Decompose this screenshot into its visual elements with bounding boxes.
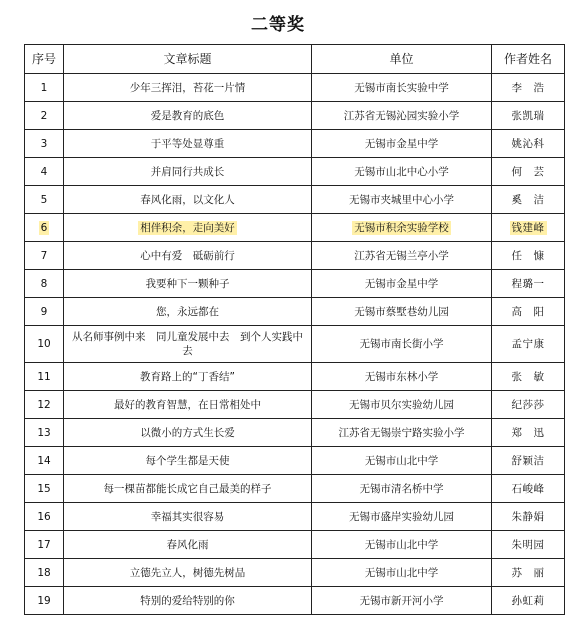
row-number: 13 <box>37 426 51 439</box>
article-title-cell <box>64 186 312 214</box>
table-row <box>25 130 565 158</box>
author-name-cell <box>492 531 565 559</box>
article-title: 以微小的方式生长爱 <box>140 426 235 439</box>
article-title: 从名师事例中来 同儿童发展中去 到个人实践中去 <box>72 331 303 357</box>
article-title: 每个学生都是天使 <box>145 454 230 467</box>
row-number: 7 <box>40 249 48 262</box>
author-name: 姚沁科 <box>511 137 545 150</box>
table-row <box>25 214 565 242</box>
row-number: 5 <box>40 193 48 206</box>
article-title-cell <box>64 363 312 391</box>
award-table <box>24 44 565 615</box>
row-number-cell <box>25 158 64 186</box>
article-title: 春风化雨 <box>166 538 209 551</box>
author-name-cell <box>492 214 565 242</box>
row-number: 11 <box>37 370 51 383</box>
row-number: 17 <box>37 538 51 551</box>
table-row <box>25 391 565 419</box>
row-number-cell <box>25 102 64 130</box>
article-title: 爱是教育的底色 <box>150 109 225 122</box>
article-title-cell <box>64 503 312 531</box>
school-unit: 无锡市山北中学 <box>364 538 439 551</box>
school-unit-cell <box>312 363 492 391</box>
article-title-cell <box>64 475 312 503</box>
article-title: 并肩同行共成长 <box>150 165 225 178</box>
row-number: 1 <box>40 81 48 94</box>
author-name-cell <box>492 587 565 615</box>
school-unit-cell <box>312 419 492 447</box>
table-row <box>25 447 565 475</box>
article-title-cell <box>64 270 312 298</box>
row-number: 18 <box>37 566 51 579</box>
table-header-row <box>25 45 565 74</box>
row-number-cell <box>25 475 64 503</box>
row-number-cell <box>25 242 64 270</box>
row-number: 19 <box>37 594 51 607</box>
school-unit: 无锡市清名桥中学 <box>359 482 444 495</box>
school-unit-cell <box>312 503 492 531</box>
author-name-cell <box>492 186 565 214</box>
row-number-cell <box>25 391 64 419</box>
school-unit-cell <box>312 74 492 102</box>
author-name: 苏 丽 <box>511 566 545 579</box>
school-unit: 江苏省无锡沁园实验小学 <box>343 109 460 122</box>
table-row <box>25 363 565 391</box>
school-unit: 无锡市夹城里中心小学 <box>349 193 454 206</box>
author-name-cell <box>492 74 565 102</box>
article-title-cell <box>64 419 312 447</box>
school-unit-cell <box>312 102 492 130</box>
school-unit-cell <box>312 559 492 587</box>
author-name: 张凯瑞 <box>511 109 545 122</box>
row-number-cell <box>25 130 64 158</box>
author-name: 高 阳 <box>511 305 545 318</box>
column-header-unit: 单位 <box>312 45 492 74</box>
table-row <box>25 475 565 503</box>
table-row <box>25 531 565 559</box>
article-title-cell <box>64 326 312 363</box>
school-unit-cell <box>312 447 492 475</box>
row-number-cell <box>25 503 64 531</box>
school-unit: 无锡市金星中学 <box>364 137 439 150</box>
table-row <box>25 419 565 447</box>
article-title: 于平等处显尊重 <box>150 137 225 150</box>
page-title: 二等奖 <box>251 15 305 35</box>
table-row <box>25 102 565 130</box>
article-title-cell <box>64 158 312 186</box>
row-number-cell <box>25 298 64 326</box>
author-name: 朱静娟 <box>511 510 545 523</box>
article-title: 每一棵苗都能长成它自己最美的样子 <box>103 482 272 495</box>
article-title: 最好的教育智慧，在日常相处中 <box>114 398 261 411</box>
author-name-cell <box>492 270 565 298</box>
school-unit: 无锡市山北中学 <box>364 454 439 467</box>
article-title-cell <box>64 130 312 158</box>
row-number-cell <box>25 186 64 214</box>
row-number-cell <box>25 214 64 242</box>
author-name: 石峻峰 <box>511 482 545 495</box>
column-header-title: 文章标题 <box>64 45 312 74</box>
article-title: 您，永远都在 <box>156 305 219 318</box>
author-name: 何 芸 <box>511 165 545 178</box>
row-number-cell <box>25 74 64 102</box>
school-unit-cell <box>312 130 492 158</box>
row-number: 8 <box>40 277 48 290</box>
article-title: 心中有爱 砥砺前行 <box>140 249 235 262</box>
row-number-cell <box>25 587 64 615</box>
author-name-cell <box>492 130 565 158</box>
school-unit-cell <box>312 242 492 270</box>
author-name: 舒颖洁 <box>511 454 545 467</box>
author-name-cell <box>492 419 565 447</box>
school-unit: 无锡市南长街小学 <box>359 338 444 350</box>
author-name: 朱明园 <box>511 538 545 551</box>
author-name: 李 浩 <box>511 81 545 94</box>
article-title: 立德先立人，树德先树品 <box>129 566 246 579</box>
row-number: 12 <box>37 398 51 411</box>
author-name: 程璐一 <box>511 277 545 290</box>
author-name: 奚 洁 <box>511 193 545 206</box>
row-number-cell <box>25 363 64 391</box>
row-number-cell <box>25 270 64 298</box>
table-row <box>25 326 565 363</box>
table-row <box>25 559 565 587</box>
author-name: 孟宁康 <box>511 338 545 350</box>
school-unit: 江苏省无锡崇宁路实验小学 <box>338 426 465 439</box>
row-number: 3 <box>40 137 48 150</box>
table-row <box>25 186 565 214</box>
school-unit-cell <box>312 475 492 503</box>
row-number-cell <box>25 326 64 363</box>
article-title-cell <box>64 559 312 587</box>
column-header-author: 作者姓名 <box>492 45 565 74</box>
school-unit: 无锡市山北中心小学 <box>354 165 449 178</box>
author-name-cell <box>492 503 565 531</box>
school-unit-cell <box>312 186 492 214</box>
row-number-cell <box>25 531 64 559</box>
row-number: 16 <box>37 510 51 523</box>
row-number-cell <box>25 559 64 587</box>
author-name-cell <box>492 363 565 391</box>
table-row <box>25 74 565 102</box>
school-unit-cell <box>312 298 492 326</box>
author-name-cell <box>492 326 565 363</box>
author-name: 郑 迅 <box>511 426 545 439</box>
table-row <box>25 242 565 270</box>
article-title: 春风化雨，以文化人 <box>140 193 235 206</box>
school-unit: 无锡市贝尔实验幼儿园 <box>349 398 454 411</box>
article-title: 我要种下一颗种子 <box>145 277 230 290</box>
article-title-cell <box>64 214 312 242</box>
school-unit: 无锡市蔡墅巷幼儿园 <box>354 305 449 318</box>
table-body <box>25 74 565 615</box>
article-title-cell <box>64 531 312 559</box>
author-name: 张 敏 <box>511 370 545 383</box>
school-unit-cell <box>312 391 492 419</box>
row-number: 6 <box>40 221 48 234</box>
article-title-cell <box>64 74 312 102</box>
author-name: 任 慷 <box>511 249 545 262</box>
row-number: 9 <box>40 305 48 318</box>
author-name-cell <box>492 559 565 587</box>
row-number: 15 <box>37 482 51 495</box>
school-unit: 无锡市金星中学 <box>364 277 439 290</box>
school-unit-cell <box>312 326 492 363</box>
school-unit: 无锡市南长实验中学 <box>354 81 449 94</box>
school-unit-cell <box>312 270 492 298</box>
school-unit-cell <box>312 587 492 615</box>
school-unit: 无锡市积余实验学校 <box>354 221 449 234</box>
row-number: 10 <box>37 338 51 350</box>
article-title: 少年三挥泪，苔花一片情 <box>129 81 246 94</box>
row-number-cell <box>25 447 64 475</box>
school-unit-cell <box>312 531 492 559</box>
column-header-no: 序号 <box>25 45 64 74</box>
article-title-cell <box>64 298 312 326</box>
school-unit: 无锡市山北中学 <box>364 566 439 579</box>
table-row <box>25 503 565 531</box>
author-name: 纪莎莎 <box>511 398 545 411</box>
article-title: 特别的爱给特别的你 <box>140 594 235 607</box>
table-row <box>25 270 565 298</box>
article-title: 相伴积余，走向美好 <box>140 221 235 234</box>
author-name-cell <box>492 242 565 270</box>
article-title-cell <box>64 242 312 270</box>
article-title-cell <box>64 391 312 419</box>
row-number: 4 <box>40 165 48 178</box>
table-row <box>25 298 565 326</box>
school-unit: 无锡市新开河小学 <box>359 594 444 607</box>
article-title-cell <box>64 447 312 475</box>
school-unit: 无锡市盛岸实验幼儿园 <box>349 510 454 523</box>
row-number: 14 <box>37 454 51 467</box>
school-unit-cell <box>312 158 492 186</box>
author-name: 钱建峰 <box>511 221 545 234</box>
school-unit: 无锡市东林小学 <box>364 370 439 383</box>
table-row <box>25 158 565 186</box>
author-name-cell <box>492 447 565 475</box>
author-name-cell <box>492 298 565 326</box>
school-unit-cell <box>312 214 492 242</box>
author-name-cell <box>492 475 565 503</box>
author-name-cell <box>492 158 565 186</box>
table-row <box>25 587 565 615</box>
article-title-cell <box>64 587 312 615</box>
author-name-cell <box>492 102 565 130</box>
row-number: 2 <box>40 109 48 122</box>
article-title-cell <box>64 102 312 130</box>
article-title: 教育路上的“丁香结” <box>140 370 235 383</box>
author-name: 孙虹莉 <box>511 594 545 607</box>
author-name-cell <box>492 391 565 419</box>
school-unit: 江苏省无锡兰亭小学 <box>354 249 449 262</box>
row-number-cell <box>25 419 64 447</box>
article-title: 幸福其实很容易 <box>150 510 225 523</box>
